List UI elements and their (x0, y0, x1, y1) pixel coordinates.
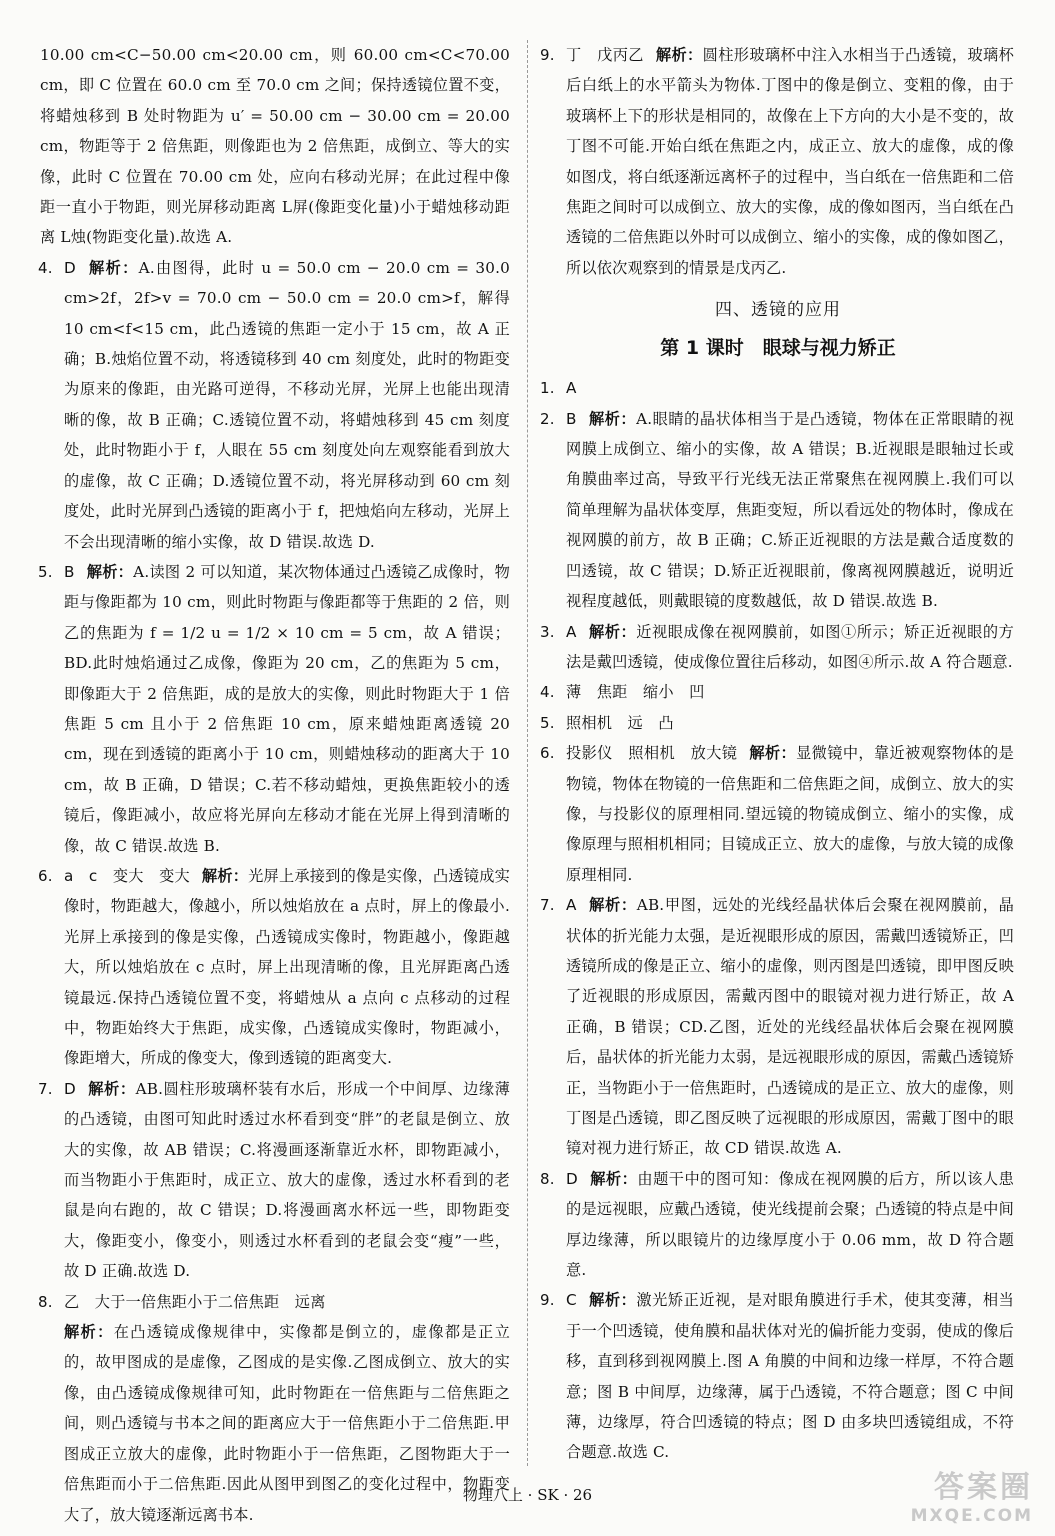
answer-item (542, 40, 1014, 283)
analysis-label: 解析： (655, 46, 703, 64)
analysis-text: A.由图得，此时 u = 50.0 cm − 20.0 cm = 30.0 cm>2f，2f>v = 70.0 cm − 50.0 cm = 20.0 cm>f，解得 10 cm<f<15 cm，此凸透镜的焦距一定小于 15 cm，故 A 正确；B.烛焰位置不动，将透镜移到 40 cm 刻度处，此时的物距变为原来的像距，由光路可逆得，不移动光屏，光屏上也能出现清晰的像，故 B 正确；C.透镜位置不动，将蜡烛移到 45 cm 刻度处，此时物距小于 f，人眼在 55 cm 刻度处向左观察能看到放大的虚像，故 C 正确；D.透镜位置不动，将光屏移动到 60 cm 刻度处，此时光屏到凸透镜的距离小于 f，把烛焰向左移动，光屏上不会出现清晰的缩小实像，故 D 错误.故选 D. (64, 258, 510, 551)
analysis-text: AB.圆柱形玻璃杯装有水后，形成一个中间厚、边缘薄的凸透镜，由图可知此时透过水杯看到变“胖”的老鼠是倒立、放大的实像，故 AB 错误；C.将漫画逐渐靠近水杯，即物距减小，而当物距小于焦距时，成正立、放大的虚像，透过水杯看到的老鼠是向右跑的，故 C 错误；D.将漫画离水杯远一些，即物距变大，像距变小，像变小，则透过水杯看到的老鼠会变“瘦”一些，故 D 正确.故选 D. (64, 1079, 510, 1281)
item-answer: 乙 大于一倍焦距小于二倍焦距 远离 (64, 1292, 326, 1311)
item-answer: 照相机 远 凸 (566, 713, 674, 732)
analysis-text: 近视眼成像在视网膜前，如图①所示；矫正近视眼的方法是戴凹透镜，使成像位置往后移动，如图④所示.故 A 符合题意. (566, 622, 1014, 671)
analysis-text: 由题干中的图可知：像成在视网膜的后方，所以该人患的是远视眼，应戴凸透镜，使光线提前会聚；凸透镜的特点是中间厚边缘薄，所以眼镜片的边缘厚度小于 0.06 mm，故 D 符合题意. (566, 1169, 1014, 1280)
item-number: 4. (38, 258, 53, 277)
item-answer: 丁 戊丙乙 (566, 46, 644, 64)
analysis-label: 解析： (588, 622, 637, 641)
left-column (40, 40, 510, 1530)
analysis-label: 解析： (86, 562, 134, 581)
answer-item (40, 861, 510, 1074)
item-number: 6. (540, 744, 555, 763)
analysis-label: 解析： (87, 1079, 136, 1098)
item-answer: D (64, 258, 76, 277)
answer-item (542, 1285, 1014, 1467)
analysis-text: 在凸透镜成像规律中，实像都是倒立的，虚像都是正立的，故甲图成的是虚像，乙图成的是实像.乙图成倒立、放大的实像，由凸透镜成像规律可知，此时物距在一倍焦距与二倍焦距之间，则凸透镜与书本之间的距离应大于一倍焦距小于二倍焦距.甲图成正立放大的虚像，此时物距小于一倍焦距，乙图物距大于一倍焦距而小于二倍焦距.因此从图甲到图乙的变化过程中，物距变大了，放大镜逐渐远离书本. (64, 1323, 510, 1524)
analysis-text: 显微镜中，靠近被观察物体的是物镜，物体在物镜的一倍焦距和二倍焦距之间，成倒立、放大的实像，与投影仪的原理相同.望远镜的物镜成倒立、缩小的实像，成像原理与照相机相同；目镜成正立、放大的虚像，与放大镜的成像原理相同. (566, 744, 1014, 884)
analysis-text: AB.甲图，远处的光线经晶状体后会聚在视网膜前，晶状体的折光能力太强，是近视眼形成的原因，需戴凹透镜矫正，凹透镜所成的像是正立、缩小的虚像，则丙图是凹透镜，即甲图反映了近视眼的形成原因，需戴丙图中的眼镜对视力进行矫正，故 A 正确，B 错误；CD.乙图，近处的光线经晶状体后会聚在视网膜后，晶状体的折光能力太弱，是远视眼形成的原因，需戴凸透镜矫正，当物距小于一倍焦距时，凸透镜成的是正立、放大的虚像，则丁图是凸透镜，即乙图反映了远视眼的形成原因，需戴丁图中的眼镜对视力进行矫正，故 CD 错误.故选 A. (566, 896, 1014, 1158)
item-number: 7. (540, 896, 555, 915)
item-number: 3. (540, 622, 555, 641)
answer-item (40, 253, 510, 557)
item-number: 9. (540, 46, 555, 64)
answer-item (542, 890, 1014, 1164)
analysis-label: 解析： (87, 258, 139, 277)
answer-item (542, 617, 1014, 678)
lesson-title: 第 1 课时 眼球与视力矫正 (660, 337, 896, 360)
analysis-text: 圆柱形玻璃杯中注入水相当于凸透镜，玻璃杯后白纸上的水平箭头为物体.丁图中的像是倒立、变粗的像，由于玻璃杯上下的形状是相同的，故像在上下方向的大小是不变的，故丁图不可能.开始白纸在焦距之内，成正立、放大的虚像，成的像如图戊，将白纸逐渐远离杯子的过程中，当白纸在一倍焦距和二倍焦距之间时可以成倒立、放大的实像，成的像如图丙，当白纸在凸透镜的二倍焦距以外时可以成倒立、缩小的实像，成的像如图乙，所以依次观察到的情景是戊丙乙. (566, 46, 1014, 277)
page-footer: 物理八上 · SK · 26 (462, 1486, 593, 1504)
item-answer: a c 变大 变大 (64, 866, 190, 885)
item-answer: D (64, 1079, 76, 1098)
answer-item (40, 1287, 510, 1317)
item-answer: A (566, 896, 577, 915)
right-column (542, 40, 1014, 1468)
item-number: 5. (38, 562, 53, 581)
item-number: 6. (38, 866, 53, 885)
watermark-url: MXQE.COM (910, 1506, 1033, 1526)
answer-item (542, 677, 1014, 707)
item-answer: B (566, 409, 577, 428)
answer-item (542, 404, 1014, 617)
item-answer: D (566, 1169, 578, 1188)
analysis-text: 激光矫正近视，是对眼角膜进行手术，使其变薄，相当于一个凹透镜，使角膜和晶状体对光的偏折能力变弱，使成的像后移，直到移到视网膜上.图 A 角膜的中间和边缘一样厚，不符合题意；图 B 中间厚，边缘薄，属于凸透镜，不符合题意；图 C 中间薄，边缘厚，符合凹透镜的特点；图 D 由多块凹透镜组成，不符合题意.故选 C. (566, 1291, 1014, 1462)
intro-paragraph: 10.00 cm<C−50.00 cm<20.00 cm，则 60.00 cm<C<70.00 cm，即 C 位置在 60.0 cm 至 70.0 cm 之间；保持透镜位置不变，将蜡烛移到 B 处时物距为 u′ = 50.00 cm − 30.00 cm = 20.00 cm，物距等于 2 倍焦距，则像距也为 2 倍焦距，成倒立、等大的实像，此时 C 位置在 70.00 cm 处，应向右移动光屏；在此过程中像距一直小于物距，则光屏移动距离 L屏(像距变化量)小于蜡烛移动距离 L烛(物距变化量).故选 A. (40, 46, 510, 247)
answer-item (542, 1164, 1014, 1286)
answer-item (542, 373, 1014, 403)
analysis-text: A.读图 2 可以知道，某次物体通过凸透镜乙成像时，物距与像距都为 10 cm，则此时物距与像距都等于焦距的 2 倍，则乙的焦距为 f = 1/2 u = 1/2 × 10 cm = 5 cm，故 A 错误；BD.此时烛焰通过乙成像，像距为 20 cm，乙的焦距为 5 cm，即像距大于 2 倍焦距，成的是放大的实像，则此时物距大于 1 倍焦距 5 cm 且小于 2 倍焦距 10 cm，原来蜡烛距离透镜 20 cm，现在到透镜的距离小于 10 cm，则蜡烛移动的距离大于 10 cm，故 B 正确，D 错误；C.若不移动蜡烛，更换焦距较小的透镜后，像距减小，故应将光屏向左移动才能在光屏上得到清晰的像，故 C 错误.故选 B. (64, 562, 510, 855)
answer-item (40, 557, 510, 861)
analysis-text: 光屏上承接到的像是实像，凸透镜成实像时，物距越大，像越小，所以烛焰放在 a 点时，屏上的像最小.光屏上承接到的像是实像，凸透镜成实像时，物距越小，像距越大，所以烛焰放在 c 点时，屏上出现清晰的像，且光屏距离凸透镜最远.保持凸透镜位置不变，将蜡烛从 a 点向 c 点移动的过程中，物距始终大于焦距，成实像，凸透镜成实像时，物距减小，像距增大，所成的像变大，像到透镜的距离变大. (64, 866, 510, 1068)
item-answer: 投影仪 照相机 放大镜 (566, 744, 738, 763)
item-answer: 薄 焦距 缩小 凹 (566, 683, 705, 702)
item-number: 5. (540, 713, 555, 732)
column-divider (527, 40, 528, 1466)
item-answer: C (566, 1291, 577, 1310)
item-number: 9. (540, 1291, 555, 1310)
item-number: 7. (38, 1079, 53, 1098)
analysis-label: 解析： (749, 744, 797, 763)
item-number: 8. (540, 1169, 555, 1188)
item-number: 1. (540, 379, 555, 398)
analysis-label: 解析： (64, 1323, 114, 1342)
item-number: 8. (38, 1292, 53, 1311)
analysis-text: A.眼睛的晶状体相当于是凸透镜，物体在正常眼睛的视网膜上成倒立、缩小的实像，故 A 错误；B.近视眼是眼轴过长或角膜曲率过高，导致平行光线无法正常聚焦在视网膜上.我们可以简单理解为晶状体变厚，焦距变短，所以看远处的物体时，像成在视网膜的前方，故 B 正确；C.矫正近视眼的方法是戴合适度数的凹透镜，故 C 错误；D.矫正近视眼前，像离视网膜越近，说明近视程度越低，则戴眼镜的度数越低，故 D 错误.故选 B. (566, 409, 1014, 611)
item-number: 4. (540, 683, 555, 702)
answer-item (542, 738, 1014, 890)
section-title: 四、透镜的应用 (715, 300, 841, 321)
answer-item (542, 708, 1014, 738)
analysis-label: 解析： (588, 1291, 637, 1310)
watermark-text: 答案圈 (934, 1470, 1033, 1505)
answer-item (40, 1074, 510, 1287)
item-number: 2. (540, 409, 555, 428)
analysis-label: 解析： (588, 409, 637, 428)
item-answer: B (64, 562, 75, 581)
analysis-label: 解析： (201, 866, 249, 885)
watermark-logo (911, 1462, 1033, 1526)
analysis-label: 解析： (589, 1169, 638, 1188)
item-answer: A (566, 379, 577, 398)
analysis-label: 解析： (588, 896, 637, 915)
item-answer: A (566, 622, 577, 641)
